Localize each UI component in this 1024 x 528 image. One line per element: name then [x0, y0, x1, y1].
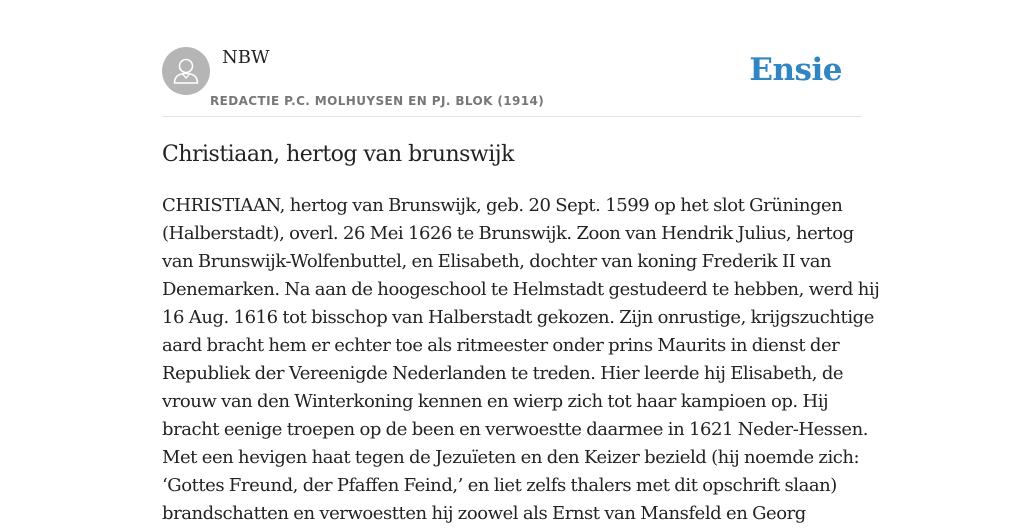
body-line: van Brunswijk-Wolfenbuttel, en Elisabeth, dochter van koning Frederik II van [162, 251, 832, 272]
author-subtitle: REDACTIE P.C. MOLHUYSEN EN PJ. BLOK (1914) [210, 94, 545, 108]
author-name[interactable]: NBW [222, 47, 270, 68]
body-line: aard bracht hem er echter toe als ritmeester onder prins Maurits in dienst der [162, 335, 840, 356]
body-line: bracht eenige troepen op de been en verwoestte daarmee in 1621 Neder-Hessen. [162, 419, 868, 440]
body-line: brandschatten en verwoestten hij zoowel als Ernst van Mansfeld en Georg [162, 503, 806, 524]
body-line: (Halberstadt), overl. 26 Mei 1626 te Brunswijk. Zoon van Hendrik Julius, hertog [162, 223, 854, 244]
user-silhouette-icon [162, 47, 210, 95]
article-title: Christiaan, hertog van brunswijk [162, 142, 514, 167]
body-line: Republiek der Vereenigde Nederlanden te treden. Hier leerde hij Elisabeth, de [162, 363, 844, 384]
body-line: Denemarken. Na aan de hoogeschool te Helmstadt gestudeerd te hebben, werd hij [162, 279, 880, 300]
body-line: Met een hevigen haat tegen de Jezuïeten en den Keizer bezield (hij noemde zich: [162, 447, 860, 468]
body-line: CHRISTIAAN, hertog van Brunswijk, geb. 20 Sept. 1599 op het slot Grüningen [162, 195, 843, 216]
ensie-logo[interactable]: Ensie [749, 52, 842, 88]
body-line: 16 Aug. 1616 tot bisschop van Halberstadt gekozen. Zijn onrustige, krijgszuchtige [162, 307, 874, 328]
body-line: ‘Gottes Freund, der Pfaffen Feind,’ en liet zelfs thalers met dit opschrift slaan) [162, 475, 837, 496]
user-avatar-icon[interactable] [162, 47, 210, 95]
article-body [162, 192, 880, 528]
body-line: vrouw van den Winterkoning kennen en wierp zich tot haar kampioen op. Hij [162, 391, 829, 412]
author-header [162, 0, 862, 117]
